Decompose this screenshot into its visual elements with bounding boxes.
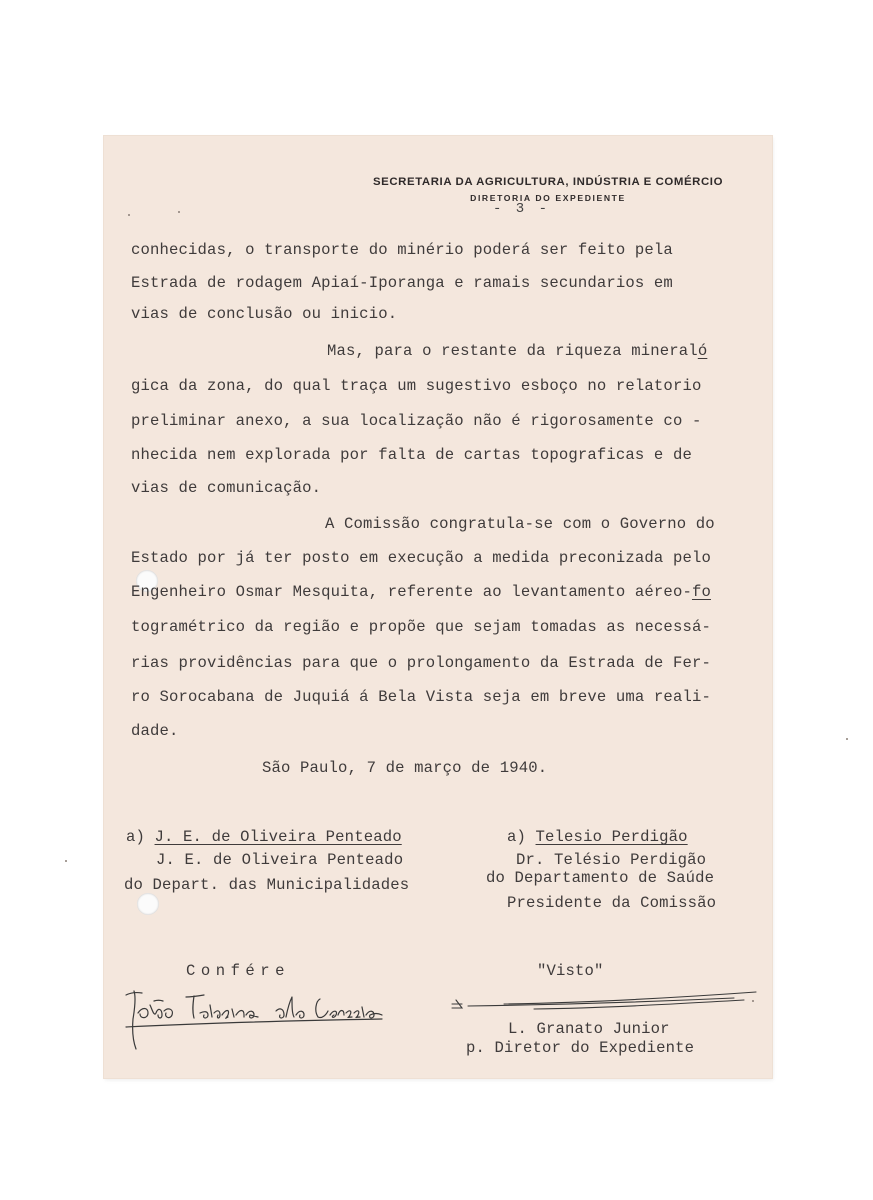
body-line: A Comissão congratula-se com o Governo do bbox=[325, 515, 715, 533]
body-line: Estrada de rodagem Apiaí-Iporanga e ramais secundarios em bbox=[131, 274, 673, 292]
punch-hole bbox=[137, 893, 159, 915]
page-number: - 3 - bbox=[493, 201, 551, 217]
left-signatory-department: do Depart. das Municipalidades bbox=[124, 876, 410, 894]
right-signatory-name: Dr. Telésio Perdigão bbox=[516, 851, 707, 869]
body-line: conhecidas, o transporte do minério poderá ser feito pela bbox=[131, 241, 673, 259]
letterhead-secretaria: SECRETARIA DA AGRICULTURA, INDÚSTRIA E COMÉRCIO bbox=[372, 176, 724, 188]
body-line: vias de comunicação. bbox=[131, 479, 322, 497]
left-signed-line: a) J. E. de Oliveira Penteado bbox=[126, 828, 402, 846]
body-line: Estado por já ter posto em execução a medida preconizada pelo bbox=[131, 549, 711, 567]
right-signatory-role: Presidente da Comissão bbox=[507, 894, 717, 912]
confere-label: Confére bbox=[186, 962, 291, 980]
date-line: São Paulo, 7 de março de 1940. bbox=[262, 759, 548, 777]
visto-title: p. Diretor do Expediente bbox=[466, 1039, 695, 1057]
paper-speck bbox=[65, 860, 67, 862]
body-line: Engenheiro Osmar Mesquita, referente ao levantamento aéreo-fo bbox=[131, 583, 711, 601]
visto-label: "Visto" bbox=[537, 962, 604, 980]
body-line: gica da zona, do qual traça um sugestivo esboço no relatorio bbox=[131, 377, 702, 395]
letterhead bbox=[356, 176, 740, 203]
right-signed-line: a) Telesio Perdigão bbox=[507, 828, 688, 846]
body-line: vias de conclusão ou inicio. bbox=[131, 305, 398, 323]
paper-speck bbox=[846, 738, 848, 740]
left-signatory-name: J. E. de Oliveira Penteado bbox=[156, 851, 404, 869]
paper-speck bbox=[128, 214, 130, 216]
handwritten-signature-confere bbox=[124, 987, 384, 1052]
letterhead-diretoria: DIRETORIA DO EXPEDIENTE bbox=[470, 193, 626, 203]
body-line: nhecida nem explorada por falta de cartas topograficas e de bbox=[131, 446, 692, 464]
paper-speck bbox=[178, 211, 180, 213]
body-line: preliminar anexo, a sua localização não é rigorosamente co - bbox=[131, 412, 702, 430]
body-line: ro Sorocabana de Juquiá á Bela Vista seja em breve uma reali- bbox=[131, 688, 711, 706]
visto-name: L. Granato Junior bbox=[508, 1020, 670, 1038]
handwritten-signature-visto bbox=[444, 988, 760, 1012]
body-line: rias providências para que o prolongamento da Estrada de Fer- bbox=[131, 654, 711, 672]
body-line: Mas, para o restante da riqueza mineraló bbox=[327, 342, 708, 360]
body-line: togramétrico da região e propõe que sejam tomadas as necessá- bbox=[131, 618, 711, 636]
body-line: dade. bbox=[131, 722, 179, 740]
right-signatory-department: do Departamento de Saúde bbox=[486, 869, 715, 887]
